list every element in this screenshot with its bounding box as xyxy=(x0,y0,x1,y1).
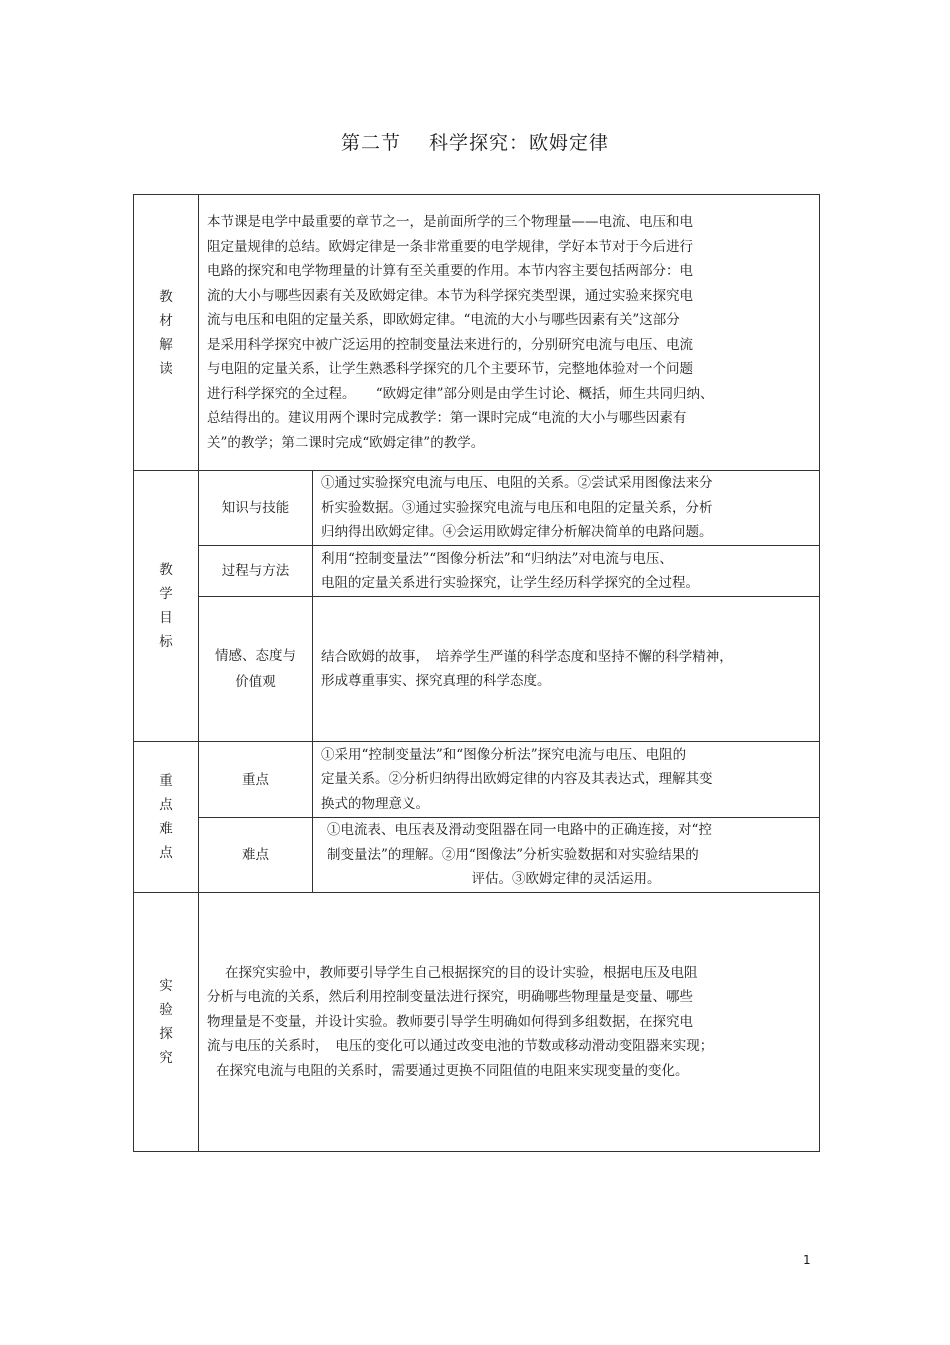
category-char: 难 xyxy=(159,821,173,837)
label-line: 情感、态度与 xyxy=(215,648,296,664)
category-keypoints xyxy=(134,742,199,893)
text-line: 定量关系。②分析归纳得出欧姆定律的内容及其表达式，理解其变 xyxy=(321,771,713,788)
text-line: 分析与电流的关系，然后利用控制变量法进行探究，明确哪些物理量是变量、哪些 xyxy=(207,989,693,1006)
text-line: 物理量是不变量，并设计实验。教师要引导学生明确如何得到多组数据，在探究电 xyxy=(207,1013,693,1030)
text-line: 电路的探究和电学物理量的计算有至关重要的作用。本节内容主要包括两部分：电 xyxy=(207,263,693,279)
label-line: 价值观 xyxy=(235,674,276,690)
row-goal-process xyxy=(134,546,820,597)
text-line: 阻定量规律的总结。欧姆定律是一条非常重要的电学规律，学好本节对于今后进行 xyxy=(207,238,693,255)
page-number: 1 xyxy=(803,1253,811,1267)
text-line: 进行科学探究的全过程。 “欧姆定律”部分则是由学生讨论、概括，师生共同归纳、 xyxy=(207,385,714,402)
knowledge-text xyxy=(313,471,820,546)
category-char: 点 xyxy=(159,797,173,813)
text-line: 电阻的定量关系进行实验探究，让学生经历科学探究的全过程。 xyxy=(321,575,699,591)
lesson-plan-table xyxy=(133,194,820,1152)
row-experiment xyxy=(134,893,820,1152)
text-line: 关”的教学；第二课时完成“欧姆定律”的教学。 xyxy=(207,434,485,451)
key-text xyxy=(313,742,820,818)
text-line: 是采用科学探究中被广泛运用的控制变量法来进行的，分别研究电流与电压、电流 xyxy=(207,336,693,353)
category-char: 验 xyxy=(159,1002,173,1018)
category-char: 点 xyxy=(159,845,173,861)
category-char: 材 xyxy=(159,312,173,329)
label-emotion xyxy=(199,597,313,742)
text-line: 制变量法”的理解。②用“图像法”分析实验数据和对实验结果的 xyxy=(327,846,699,863)
text-line: 评估。③欧姆定律的灵活运用。 xyxy=(471,871,661,888)
text-line: 归纳得出欧姆定律。④会运用欧姆定律分析解决简单的电路问题。 xyxy=(321,524,713,541)
category-char: 学 xyxy=(159,586,173,602)
row-goal-emotion xyxy=(134,597,820,742)
category-char: 教 xyxy=(159,562,173,578)
text-line: ①电流表、电压表及滑动变阻器在同一电路中的正确连接，对“控 xyxy=(327,822,712,839)
row-difficult xyxy=(134,818,820,893)
emotion-text xyxy=(313,597,820,742)
category-char: 解 xyxy=(159,336,173,353)
section-title: 科学探究：欧姆定律 xyxy=(429,132,610,154)
category-char: 重 xyxy=(159,773,173,789)
category-char: 教 xyxy=(159,288,173,305)
category-char: 目 xyxy=(159,610,173,626)
category-char: 标 xyxy=(159,634,173,650)
row-goal-knowledge xyxy=(134,471,820,546)
text-line: 流与电压的关系时， 电压的变化可以通过改变电池的节数或移动滑动变阻器来实现； xyxy=(207,1038,714,1055)
text-line: 流的大小与哪些因素有关及欧姆定律。本节为科学探究类型课，通过实验来探究电 xyxy=(207,287,693,304)
label-process: 过程与方法 xyxy=(199,546,313,597)
text-line: ①通过实验探究电流与电压、电阻的关系。②尝试采用图像法来分 xyxy=(321,475,713,492)
text-line: 换式的物理意义。 xyxy=(321,795,429,812)
category-char: 读 xyxy=(159,360,173,377)
row-material xyxy=(134,195,820,471)
text-line: 结合欧姆的故事， 培养学生严谨的科学态度和坚持不懈的科学精神， xyxy=(321,648,733,665)
text-line: 在探究实验中，教师要引导学生自己根据探究的目的设计实验，根据电压及电阻 xyxy=(225,964,698,981)
row-key xyxy=(134,742,820,818)
text-line: 利用“控制变量法”“图像分析法”和“归纳法”对电流与电压、 xyxy=(321,550,673,567)
category-char: 探 xyxy=(159,1026,173,1042)
category-goals xyxy=(134,471,199,742)
label-difficult: 难点 xyxy=(199,818,313,893)
text-line: 在探究电流与电阻的关系时，需要通过更换不同阻值的电阻来实现变量的变化。 xyxy=(216,1062,689,1079)
category-material xyxy=(134,195,199,471)
text-line: 本节课是电学中最重要的章节之一，是前面所学的三个物理量——电流、电压和电 xyxy=(207,214,693,230)
text-line: ①采用“控制变量法”和“图像分析法”探究电流与电压、电阻的 xyxy=(321,746,687,763)
category-experiment xyxy=(134,893,199,1152)
material-text xyxy=(199,195,820,471)
process-text xyxy=(313,546,820,597)
category-char: 实 xyxy=(159,978,173,994)
category-char: 究 xyxy=(159,1050,173,1066)
label-key: 重点 xyxy=(199,742,313,818)
label-knowledge: 知识与技能 xyxy=(199,471,313,546)
experiment-text xyxy=(199,893,820,1152)
difficult-text xyxy=(313,818,820,893)
text-line: 与电阻的定量关系，让学生熟悉科学探究的几个主要环节，完整地体验对一个问题 xyxy=(207,361,693,377)
page-title xyxy=(0,128,950,155)
text-line: 流与电压和电阻的定量关系，即欧姆定律。“电流的大小与哪些因素有关”这部分 xyxy=(207,312,680,328)
section-number: 第二节 xyxy=(340,132,401,154)
text-line: 形成尊重事实、探究真理的科学态度。 xyxy=(321,673,551,689)
text-line: 析实验数据。③通过实验探究电流与电压和电阻的定量关系，分析 xyxy=(321,499,713,516)
text-line: 总结得出的。建议用两个课时完成教学：第一课时完成“电流的大小与哪些因素有 xyxy=(207,410,687,426)
